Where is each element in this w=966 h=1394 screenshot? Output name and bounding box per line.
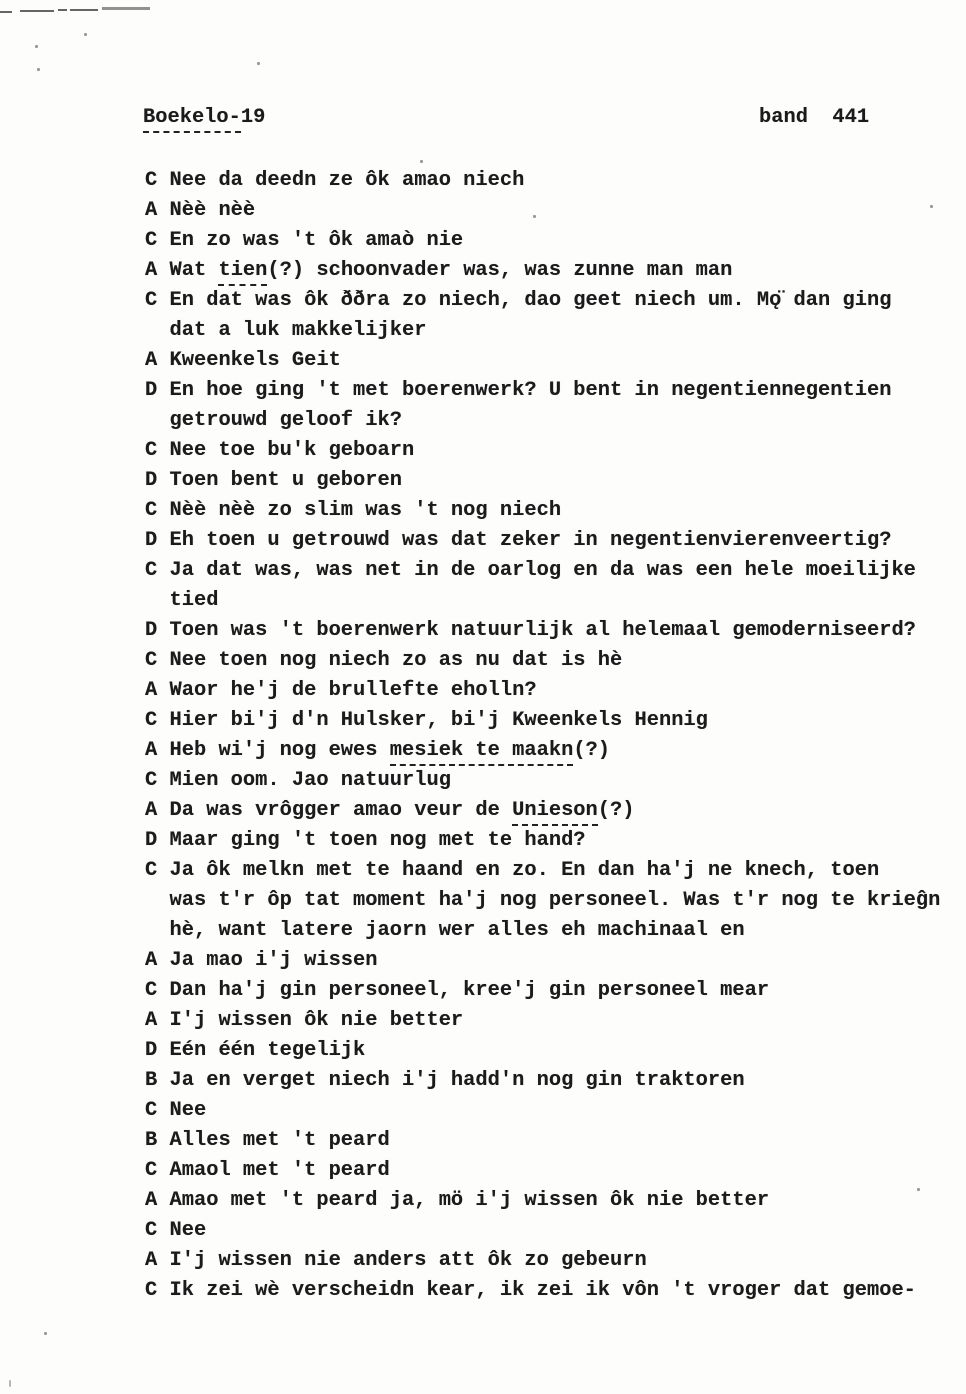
line-text: I'j wissen ôk nie better xyxy=(169,1009,464,1032)
scan-artifact xyxy=(0,11,12,13)
speaker-label: A xyxy=(145,349,158,372)
page-title-underlined-part: Boekelo- xyxy=(143,106,241,133)
speaker-label: C xyxy=(145,1099,158,1122)
transcript-line-continuation xyxy=(145,886,955,916)
speaker-label: C xyxy=(145,979,158,1002)
page-header xyxy=(0,106,966,136)
page-title-number: 19 xyxy=(240,106,266,129)
transcript-line xyxy=(145,1156,955,1186)
transcript-line xyxy=(145,826,955,856)
transcript-line xyxy=(145,646,955,676)
line-text: dat a luk makkelijker xyxy=(169,319,427,342)
line-text: Nee toe bu'k geboarn xyxy=(169,439,415,462)
speaker-label: C xyxy=(145,1219,158,1242)
transcript-line xyxy=(145,226,955,256)
speaker-label: D xyxy=(145,379,158,402)
line-text: Ja en verget niech i'j hadd'n nog gin traktoren xyxy=(169,1069,745,1092)
transcript-line xyxy=(145,736,955,766)
speaker-label: C xyxy=(145,439,158,462)
scan-artifact xyxy=(9,1380,11,1387)
transcript-line xyxy=(145,556,955,586)
speaker-label: C xyxy=(145,649,158,672)
speaker-label: B xyxy=(145,1129,158,1152)
line-text: getrouwd geloof ik? xyxy=(169,409,402,432)
speaker-label: C xyxy=(145,1159,158,1182)
line-text: Toen bent u geboren xyxy=(169,469,402,492)
transcript-line xyxy=(145,766,955,796)
speaker-label: C xyxy=(145,559,158,582)
band-label: band 441 xyxy=(759,106,870,129)
line-text: tied xyxy=(169,589,219,612)
transcript-line xyxy=(145,256,955,286)
speaker-label: A xyxy=(145,1189,158,1212)
line-text: Nee da deedn ze ôk amao niech xyxy=(169,169,525,192)
underlined-word: mesiek te maakn xyxy=(390,739,574,766)
line-text: Nee xyxy=(169,1219,207,1242)
transcript-line xyxy=(145,1096,955,1126)
transcript-line xyxy=(145,1186,955,1216)
transcript-line xyxy=(145,976,955,1006)
line-text: Wat tien(?) schoonvader was, was zunne man man xyxy=(170,259,733,286)
scan-artifact xyxy=(44,1332,47,1335)
line-text: En hoe ging 't met boerenwerk? U bent in negentiennegentien xyxy=(169,379,892,402)
speaker-label: D xyxy=(145,1039,158,1062)
underlined-word: tien xyxy=(218,259,267,286)
speaker-label: A xyxy=(145,949,158,972)
page-title xyxy=(143,106,265,130)
line-text: was t'r ôp tat moment ha'j nog personeel. Was t'r nog te krieĝn xyxy=(169,889,941,912)
transcript-line xyxy=(145,856,955,886)
speaker-label: C xyxy=(145,229,158,252)
transcript-line xyxy=(145,676,955,706)
transcript-line xyxy=(145,796,955,826)
speaker-label: C xyxy=(145,769,158,792)
transcript-line xyxy=(145,346,955,376)
line-text: En dat was ôk ððra zo niech, dao geet niech um. Mǫ̈ dan ging xyxy=(169,289,892,312)
line-text: Alles met 't peard xyxy=(169,1129,390,1152)
line-text: Kweenkels Geit xyxy=(169,349,341,372)
line-text: Maar ging 't toen nog met te hand? xyxy=(169,829,586,852)
speaker-label: A xyxy=(145,199,158,222)
line-text: Dan ha'j gin personeel, kree'j gin personeel mear xyxy=(169,979,770,1002)
scan-artifact xyxy=(37,68,40,71)
line-text: Amao met 't peard ja, mö i'j wissen ôk nie better xyxy=(169,1189,770,1212)
transcript-line xyxy=(145,1246,955,1276)
line-text: Heb wi'j nog ewes mesiek te maakn(?) xyxy=(170,739,611,766)
transcript-line-continuation xyxy=(145,316,955,346)
speaker-label: D xyxy=(145,469,158,492)
speaker-label: C xyxy=(145,289,158,312)
line-text: Ja ôk melkn met te haand en zo. En dan ha'j ne knech, toen xyxy=(169,859,880,882)
speaker-label: C xyxy=(145,709,158,732)
line-text: Da was vrôgger amao veur de Unieson(?) xyxy=(170,799,635,826)
line-text: Waor he'j de brullefte eholln? xyxy=(169,679,537,702)
line-text: I'j wissen nie anders att ôk zo gebeurn xyxy=(169,1249,647,1272)
line-text: Nèè nèè zo slim was 't nog niech xyxy=(169,499,562,522)
speaker-label: A xyxy=(145,1249,158,1272)
speaker-label: B xyxy=(145,1069,158,1092)
line-text: Ja mao i'j wissen xyxy=(169,949,378,972)
scan-artifact xyxy=(70,9,98,11)
transcript-line xyxy=(145,616,955,646)
speaker-label: A xyxy=(145,1009,158,1032)
line-text: Nee toen nog niech zo as nu dat is hè xyxy=(169,649,623,672)
transcript-line xyxy=(145,1216,955,1246)
speaker-label: C xyxy=(145,169,158,192)
line-text: Hier bi'j d'n Hulsker, bi'j Kweenkels Hennig xyxy=(169,709,708,732)
transcript-line-continuation xyxy=(145,406,955,436)
transcript-line xyxy=(145,196,955,226)
transcript-line xyxy=(145,706,955,736)
transcript-line xyxy=(145,1066,955,1096)
line-text: Mien oom. Jao natuurlug xyxy=(169,769,451,792)
transcript-line xyxy=(145,946,955,976)
line-text: Ja dat was, was net in de oarlog en da was een hele moeilijke xyxy=(169,559,916,582)
underlined-word: Unieson xyxy=(512,799,598,826)
speaker-label: A xyxy=(145,679,158,702)
scan-artifact xyxy=(58,9,67,11)
scan-artifact xyxy=(84,33,87,36)
transcript-line xyxy=(145,436,955,466)
scan-artifact xyxy=(420,160,423,163)
line-text: hè, want latere jaorn wer alles eh machinaal en xyxy=(169,919,745,942)
speaker-label: C xyxy=(145,1279,158,1302)
line-text: Eén één tegelijk xyxy=(169,1039,366,1062)
transcript-line-continuation xyxy=(145,586,955,616)
scan-artifact xyxy=(35,45,38,48)
speaker-label: A xyxy=(145,739,158,762)
speaker-label: D xyxy=(145,619,158,642)
line-text: Nèè nèè xyxy=(169,199,256,222)
transcript-line xyxy=(145,526,955,556)
transcript-line xyxy=(145,376,955,406)
line-text: Toen was 't boerenwerk natuurlijk al helemaal gemoderniseerd? xyxy=(169,619,916,642)
speaker-label: D xyxy=(145,829,158,852)
transcript-line xyxy=(145,1126,955,1156)
speaker-label: C xyxy=(145,499,158,522)
transcript-line xyxy=(145,1006,955,1036)
line-text: Eh toen u getrouwd was dat zeker in negentienvierenveertig? xyxy=(169,529,892,552)
scan-artifact xyxy=(102,7,150,10)
speaker-label: A xyxy=(145,259,158,282)
line-text: Nee xyxy=(169,1099,207,1122)
speaker-label: D xyxy=(145,529,158,552)
scan-artifact xyxy=(20,10,54,12)
transcript-line-continuation xyxy=(145,916,955,946)
transcript-line xyxy=(145,166,955,196)
transcript xyxy=(145,166,955,1306)
transcript-line xyxy=(145,466,955,496)
line-text: En zo was 't ôk amaò nie xyxy=(169,229,464,252)
transcript-line xyxy=(145,1036,955,1066)
scan-artifact xyxy=(257,62,260,65)
speaker-label: C xyxy=(145,859,158,882)
speaker-label: A xyxy=(145,799,158,822)
transcript-line xyxy=(145,1276,955,1306)
line-text: Ik zei wè verscheidn kear, ik zei ik vôn 't vroger dat gemoe- xyxy=(169,1279,916,1302)
transcript-line xyxy=(145,496,955,526)
transcript-line xyxy=(145,286,955,316)
line-text: Amaol met 't peard xyxy=(169,1159,390,1182)
